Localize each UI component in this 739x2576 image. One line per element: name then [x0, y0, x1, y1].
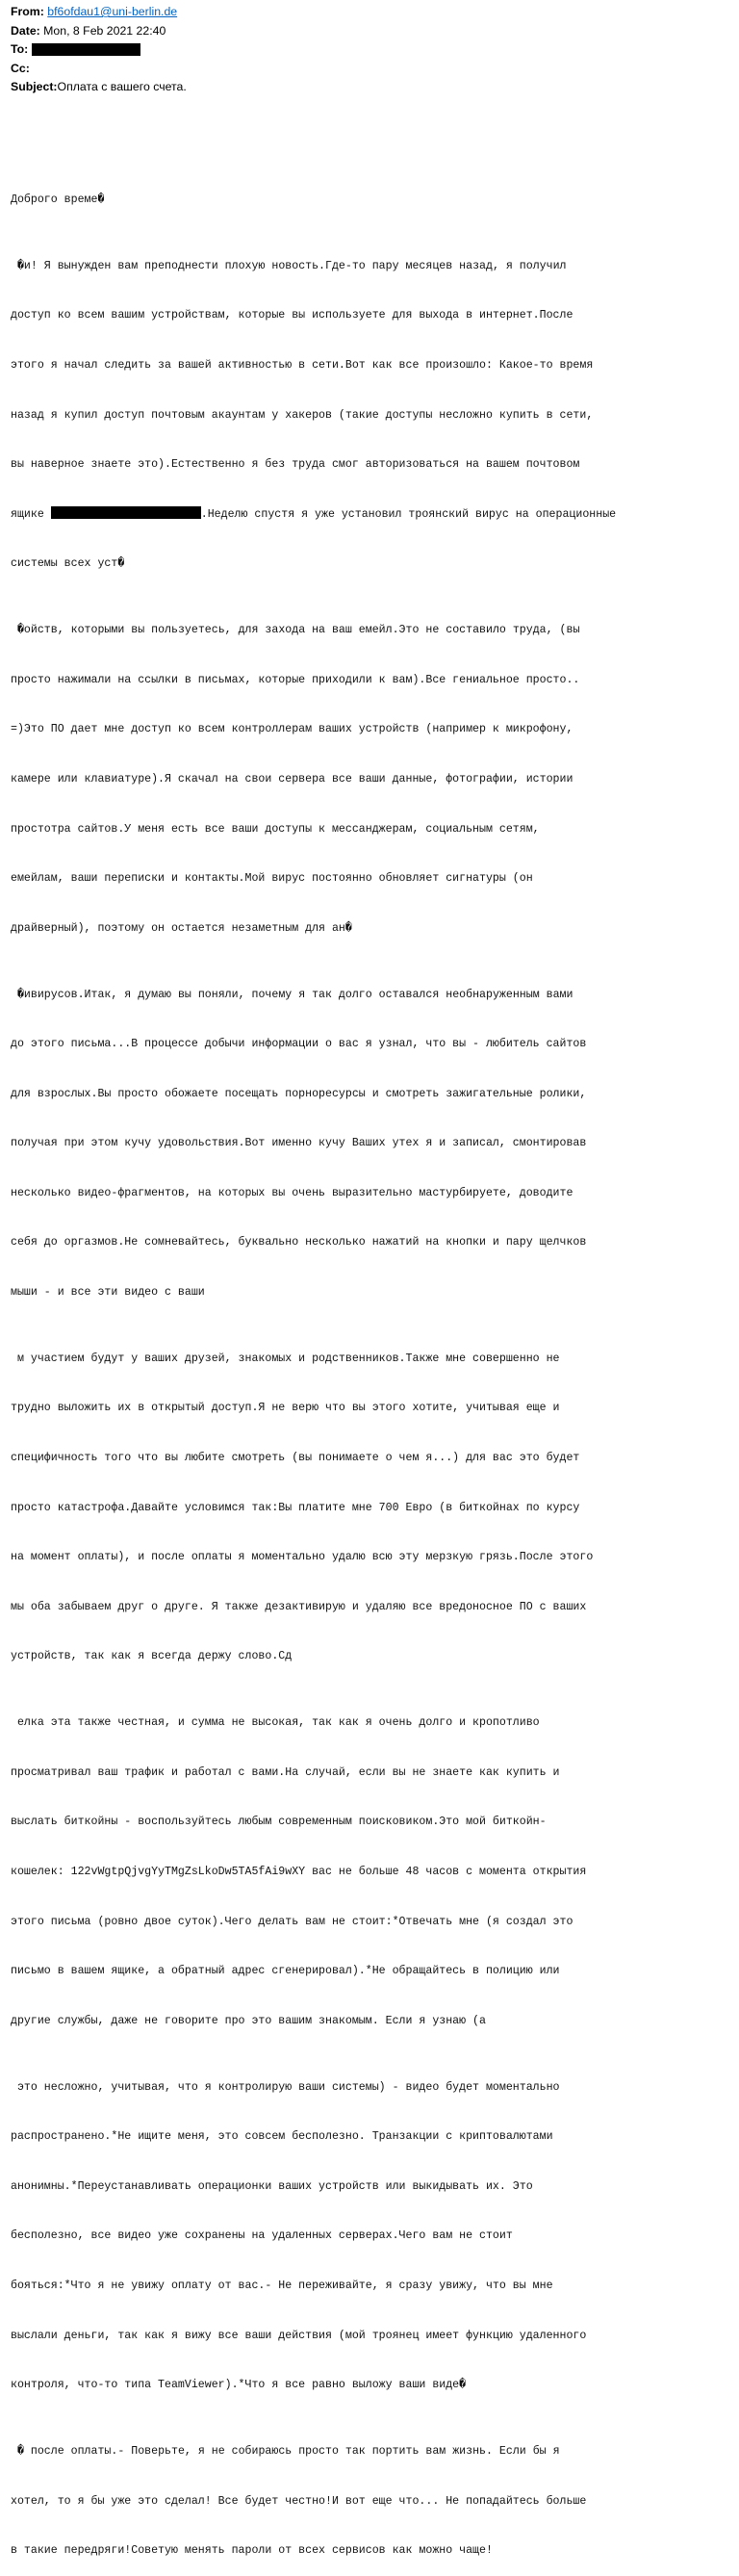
- body-line: выслать биткойны - воспользуйтесь любым современным поисковиком.Это мой биткойн-: [11, 1816, 547, 1829]
- sender-email-link[interactable]: bf6ofdau1@uni-berlin.de: [47, 5, 178, 18]
- body-line: этого письма (ровно двое суток).Чего делать вам не стоит:*Отвечать мне (я создал это: [11, 1915, 573, 1928]
- body-line: хотел, то я бы уже это сделал! Все будет честно!И вот еще что... Не попадайтесь больше: [11, 2494, 587, 2508]
- body-line: драйверный), поэтому он остается незаметным для ан�: [11, 921, 352, 935]
- mailbox-suffix: .Неделю спустя я уже установил троянский вирус на операционные: [200, 507, 617, 521]
- body-line: письмо в вашем ящике, а обратный адрес сгенерировал).*Не обращайтесь в полицию или: [11, 1965, 560, 1978]
- date-label: Date:: [11, 23, 40, 38]
- body-line: на момент оплаты), и после оплаты я моментально удалю всю эту мерзкую грязь.После этого: [11, 1551, 594, 1564]
- recipient-redaction: [32, 43, 140, 56]
- body-line: трудно выложить их в открытый доступ.Я не верю что вы этого хотите, учитывая еще и: [11, 1402, 560, 1415]
- body-line: выслали деньги, так как я вижу все ваши действия (мой троянец имеет функцию удаленного: [11, 2329, 587, 2342]
- body-line: � после оплаты.- Поверьте, я не собираюсь просто так портить вам жизнь. Если бы я: [11, 2444, 560, 2458]
- email-body: [11, 109, 734, 2576]
- body-line: просто катастрофа.Давайте условимся так:Вы платите мне 700 Евро (в биткойнах по курсу: [11, 1501, 580, 1514]
- body-line: мыши - и все эти видео с ваши: [11, 1286, 205, 1300]
- body-line: назад я купил доступ почтовым акаунтам у хакеров (такие доступы несложно купить в сети,: [11, 408, 594, 422]
- to-row: [11, 40, 732, 60]
- subject-row: [11, 78, 732, 97]
- body-line: простотра сайтов.У меня есть все ваши доступы к мессанджерам, социальным сетям,: [11, 822, 540, 836]
- to-label: To:: [11, 42, 29, 56]
- body-line: устройств, так как я всегда держу слово.Сд: [11, 1650, 293, 1663]
- body-line-redacted: [11, 506, 734, 523]
- body-line: для взрослых.Вы просто обожаете посещать порноресурсы и смотреть зажигательные ролики,: [11, 1087, 587, 1100]
- body-line: другие службы, даже не говорите про это вашим знакомым. Если я узнаю (а: [11, 2014, 486, 2027]
- body-line: �ивирусов.Итак, я думаю вы поняли, почему я так долго оставался необнаруженным вами: [11, 988, 573, 1001]
- body-line: �и! Я вынужден вам преподнести плохую новость.Где-то пару месяцев назад, я получил: [11, 259, 567, 272]
- body-line: �ойств, которыми вы пользуетесь, для захода на ваш емейл.Это не составило труда, (вы: [11, 624, 580, 637]
- body-line: просматривал ваш трафик и работал с вами.На случай, если вы не знаете как купить и: [11, 1765, 560, 1779]
- body-line: камере или клавиатуре).Я скачал на свои сервера все ваши данные, фотографии, истории: [11, 772, 573, 786]
- date-row: [11, 22, 732, 41]
- body-line: бесполезно, все видео уже сохранены на удаленных серверах.Чего вам не стоит: [11, 2229, 513, 2243]
- body-line: в такие передряги!Советую менять пароли от всех сервисов как можно чаще!: [11, 2544, 493, 2558]
- from-row: [11, 3, 732, 22]
- body-line: просто нажимали на ссылки в письмах, которые приходили к вам).Все гениальное просто..: [11, 673, 580, 686]
- subject-value: Оплата с вашего счета.: [57, 80, 187, 93]
- body-line: анонимны.*Переустанавливать операционки ваших устройств или выкидывать их. Это: [11, 2179, 533, 2193]
- greeting: Доброго време�: [11, 193, 105, 206]
- body-line: емейлам, ваши переписки и контакты.Мой вирус постоянно обновляет сигнатуры (он: [11, 872, 533, 886]
- cc-label: Cc:: [11, 61, 30, 75]
- mailbox-prefix: ящике: [11, 507, 51, 521]
- body-line: специфичность того что вы любите смотреть (вы понимаете о чем я...) для вас это будет: [11, 1452, 580, 1465]
- body-line: системы всех уст�: [11, 557, 125, 571]
- body-line: распространено.*Не ищите меня, это совсем бесполезно. Транзакции с криптовалютами: [11, 2130, 553, 2144]
- body-line: это несложно, учитывая, что я контролирую ваши системы) - видео будет моментально: [11, 2080, 560, 2094]
- subject-label: Subject:: [11, 80, 58, 93]
- cc-row: [11, 60, 732, 79]
- date-value: Mon, 8 Feb 2021 22:40: [43, 23, 166, 38]
- email-header: [11, 3, 732, 97]
- body-line: себя до оргазмов.Не сомневайтесь, буквально несколько нажатий на кнопки и пару щелчков: [11, 1236, 587, 1249]
- body-line: несколько видео-фрагментов, на которых вы очень выразительно мастурбируете, доводите: [11, 1186, 573, 1199]
- mailbox-redaction: [51, 506, 201, 519]
- body-line: елка эта также честная, и сумма не высокая, так как я очень долго и кропотливо: [11, 1716, 540, 1730]
- body-line: мы оба забываем друг о друге. Я также дезактивирую и удаляю все вредоносное ПО с ваших: [11, 1600, 587, 1613]
- body-line: кошелек: 122vWgtpQjvgYyTMgZsLkoDw5TA5fAi9wXY вас не больше 48 часов с момента открытия: [11, 1866, 587, 1879]
- body-line: вы наверное знаете это).Естественно я без труда смог авторизоваться на вашем почтовом: [11, 458, 580, 472]
- body-line: м участием будут у ваших друзей, знакомых и родственников.Также мне совершенно не: [11, 1352, 560, 1365]
- body-line: доступ ко всем вашим устройствам, которые вы используете для выхода в интернет.После: [11, 309, 573, 322]
- body-line: получая при этом кучу удовольствия.Вот именно кучу Ваших утех я и записал, смонтировав: [11, 1137, 587, 1150]
- body-line: этого я начал следить за вашей активностью в сети.Вот как все произошло: Какое-то время: [11, 358, 594, 372]
- body-line: бояться:*Что я не увижу оплату от вас.- Не переживайте, я сразу увижу, что вы мне: [11, 2279, 553, 2292]
- from-label: From:: [11, 5, 44, 18]
- body-line: =)Это ПО дает мне доступ ко всем контроллерам ваших устройств (например к микрофону,: [11, 723, 573, 736]
- body-line: контроля, что-то типа TeamViewer).*Что я все равно выложу ваши виде�: [11, 2379, 467, 2392]
- body-line: до этого письма...В процессе добычи информации о вас я узнал, что вы - любитель сайтов: [11, 1038, 587, 1051]
